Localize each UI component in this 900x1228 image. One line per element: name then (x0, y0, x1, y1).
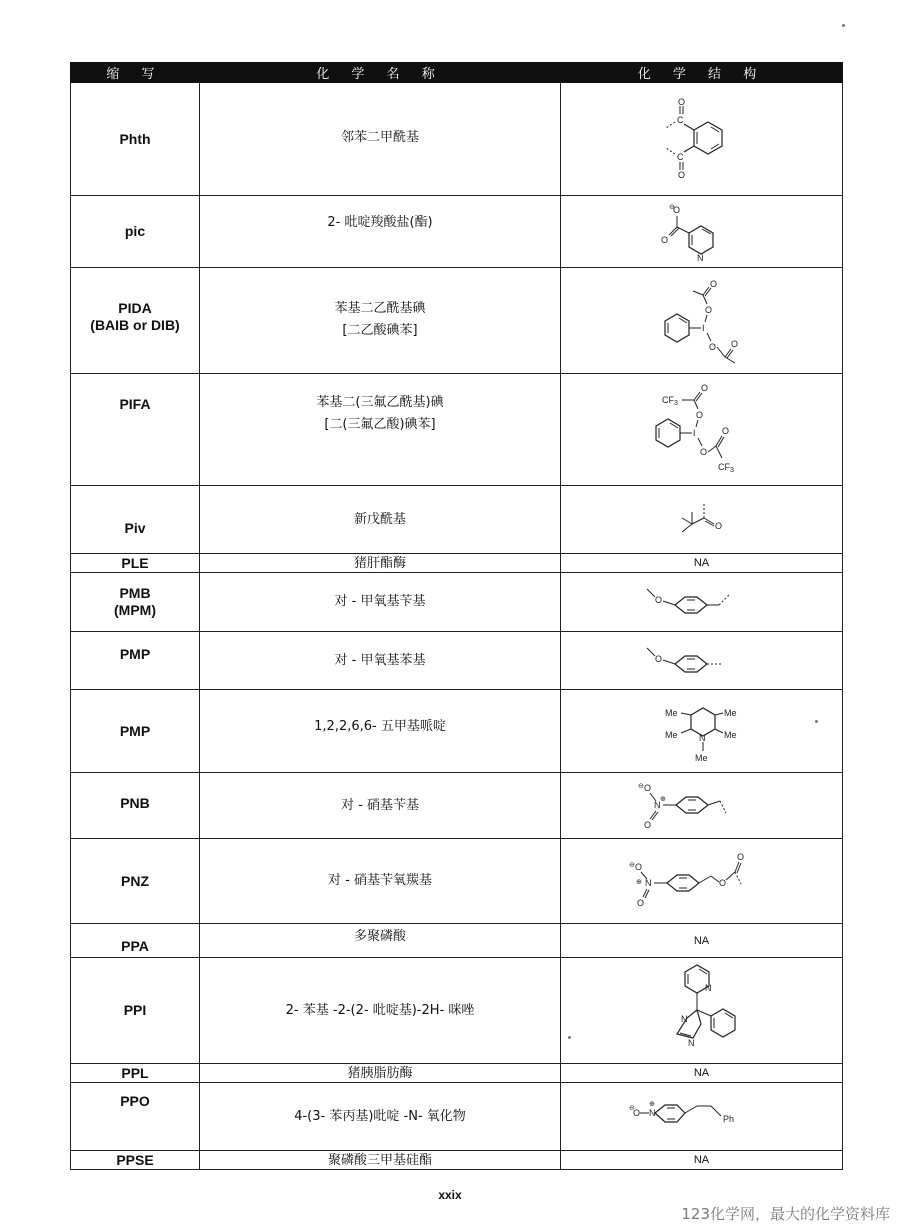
pnb-structure (632, 777, 772, 835)
phthaloyl-structure (642, 94, 762, 184)
table-header-row (71, 63, 843, 83)
svg-text:N: N (687, 1037, 694, 1048)
svg-text:⊖: ⊖ (637, 782, 644, 790)
svg-text:⊕: ⊕ (648, 1100, 655, 1108)
table-row (71, 839, 843, 924)
abbr-cell: pic (71, 196, 200, 268)
structure-cell (561, 374, 843, 486)
structure-cell (561, 924, 843, 958)
abbr-cell: PMP (71, 632, 200, 690)
svg-text:⊖: ⊖ (628, 1104, 635, 1112)
svg-text:O: O (736, 852, 744, 862)
name-cell: 聚磷酸三甲基硅酯 (200, 1151, 561, 1170)
header-name: 化 学 名 称 (200, 63, 561, 83)
svg-text:N: N (680, 1013, 687, 1024)
svg-text:O: O (704, 304, 712, 315)
abbr-cell: PMB (MPM) (71, 573, 200, 632)
svg-text:O: O (718, 878, 726, 888)
table-row (71, 573, 843, 632)
svg-text:I: I (692, 427, 696, 438)
svg-text:O: O (714, 520, 722, 531)
structure-cell (561, 1064, 843, 1083)
name-cell: 猪肝酯酶 (200, 554, 561, 573)
table-row (71, 83, 843, 196)
svg-text:O: O (677, 170, 685, 180)
table-row (71, 958, 843, 1064)
svg-text:O: O (709, 278, 717, 289)
svg-text:O: O (654, 653, 662, 664)
abbr-cell: PMP (71, 690, 200, 773)
scan-speck (842, 24, 845, 27)
svg-text:Me: Me (694, 753, 708, 763)
structure-cell (561, 958, 843, 1064)
svg-text:O: O (730, 338, 738, 349)
abbr-cell: PNB (71, 773, 200, 839)
name-cell: 对 - 硝基苄基 (200, 773, 561, 839)
svg-text:O: O (672, 204, 680, 215)
ppi-structure (647, 960, 757, 1062)
abbr-cell: PPA (71, 924, 200, 958)
pida-structure (647, 271, 757, 371)
abbr-cell: PPSE (71, 1151, 200, 1170)
svg-text:⊕: ⊕ (659, 795, 666, 803)
svg-text:⊕: ⊕ (635, 879, 642, 886)
svg-text:Me: Me (723, 730, 737, 740)
svg-text:O: O (699, 446, 707, 457)
abbr-cell: PPI (71, 958, 200, 1064)
svg-text:I: I (701, 322, 705, 333)
svg-text:Me: Me (664, 708, 678, 718)
abbr-cell: PIDA (BAIB or DIB) (71, 268, 200, 374)
svg-text:N: N (648, 1107, 655, 1118)
svg-text:O: O (636, 898, 644, 908)
name-cell: 1,2,2,6,6- 五甲基哌啶 (200, 690, 561, 773)
svg-text:C: C (676, 152, 683, 162)
abbr-cell: Phth (71, 83, 200, 196)
name-cell: 猪胰脂肪酶 (200, 1064, 561, 1083)
svg-text:Ph: Ph (722, 1113, 734, 1124)
table-row (71, 632, 843, 690)
table-row (71, 773, 843, 839)
svg-text:C: C (676, 115, 683, 125)
scan-speck (815, 720, 818, 723)
structure-cell (561, 554, 843, 573)
svg-text:O: O (643, 819, 651, 830)
svg-text:O: O (708, 341, 716, 352)
structure-cell (561, 486, 843, 554)
structure-cell (561, 632, 843, 690)
abbr-cell: PPO (71, 1083, 200, 1151)
svg-text:CF3: $CF_3$ (717, 461, 734, 474)
header-structure: 化 学 结 构 (561, 63, 843, 83)
header-abbr: 缩 写 (71, 63, 200, 83)
ppo-structure (627, 1094, 777, 1140)
svg-text:N: N (698, 733, 705, 743)
structure-cell (561, 573, 843, 632)
pentamethylpiperidine-structure (647, 693, 757, 769)
structure-cell (561, 690, 843, 773)
pnz-structure (627, 846, 777, 916)
svg-text:O: O (643, 782, 651, 793)
page-number: xxix (438, 1188, 462, 1202)
structure-cell (561, 1151, 843, 1170)
svg-text:O: O (634, 862, 642, 872)
svg-text:N: N (644, 878, 651, 888)
svg-text:O: O (695, 409, 703, 420)
table-row (71, 554, 843, 573)
name-cell: 对 - 硝基苄氧羰基 (200, 839, 561, 924)
structure-cell (561, 268, 843, 374)
na-label: NA (693, 1154, 710, 1166)
name-cell: 苯基二(三氟乙酰基)碘 [二(三氟乙酸)碘苯] (200, 374, 561, 486)
table-row (71, 690, 843, 773)
svg-text:O: O (632, 1107, 640, 1118)
table-row (71, 1064, 843, 1083)
svg-text:Me: Me (664, 730, 678, 740)
name-cell: 对 - 甲氧基苯基 (200, 632, 561, 690)
name-cell: 4-(3- 苯丙基)吡啶 -N- 氧化物 (200, 1083, 561, 1151)
picolinate-structure (647, 201, 757, 263)
table-row (71, 268, 843, 374)
svg-text:N: N (653, 799, 660, 810)
abbr-cell: PNZ (71, 839, 200, 924)
name-cell: 对 - 甲氧基苄基 (200, 573, 561, 632)
svg-text:⊖: ⊖ (628, 862, 635, 869)
table-row (71, 374, 843, 486)
svg-text:Me: Me (723, 708, 737, 718)
watermark: 123化学网，最大的化学资料库 (681, 1205, 890, 1223)
name-cell: 苯基二乙酰基碘 [二乙酸碘苯] (200, 268, 561, 374)
pifa-structure (642, 378, 762, 482)
structure-cell (561, 196, 843, 268)
na-label: NA (693, 1067, 710, 1079)
structure-cell (561, 839, 843, 924)
pmp-structure (637, 638, 767, 684)
pivaloyl-structure (662, 492, 742, 548)
name-cell: 邻苯二甲酰基 (200, 83, 561, 196)
svg-text:N: N (704, 982, 711, 993)
svg-text:CF3: $CF_3$ (661, 394, 678, 407)
na-label: NA (693, 557, 710, 569)
structure-cell (561, 773, 843, 839)
svg-text:O: O (677, 97, 685, 107)
svg-text:O: O (660, 234, 668, 245)
abbr-cell: PPL (71, 1064, 200, 1083)
svg-text:O: O (654, 595, 662, 605)
name-cell: 新戊酰基 (200, 486, 561, 554)
structure-cell (561, 1083, 843, 1151)
svg-text:O: O (721, 425, 729, 436)
abbreviation-table (70, 62, 843, 1170)
name-cell: 多聚磷酸 (200, 924, 561, 958)
na-label: NA (693, 934, 710, 947)
table-row (71, 196, 843, 268)
svg-text:O: O (700, 382, 708, 393)
scan-speck (568, 1036, 571, 1039)
table-row (71, 486, 843, 554)
structure-cell (561, 83, 843, 196)
abbr-cell: PIFA (71, 374, 200, 486)
svg-text:⊖: ⊖ (668, 203, 675, 211)
name-cell: 2- 苯基 -2-(2- 吡啶基)-2H- 咪唑 (200, 958, 561, 1064)
table-row (71, 1151, 843, 1170)
name-cell: 2- 吡啶羧酸盐(酯) (200, 196, 561, 268)
abbr-cell: Piv (71, 486, 200, 554)
table-row (71, 924, 843, 958)
svg-text:N: N (696, 252, 703, 263)
pmb-structure (637, 577, 767, 627)
table-row (71, 1083, 843, 1151)
abbr-cell: PLE (71, 554, 200, 573)
